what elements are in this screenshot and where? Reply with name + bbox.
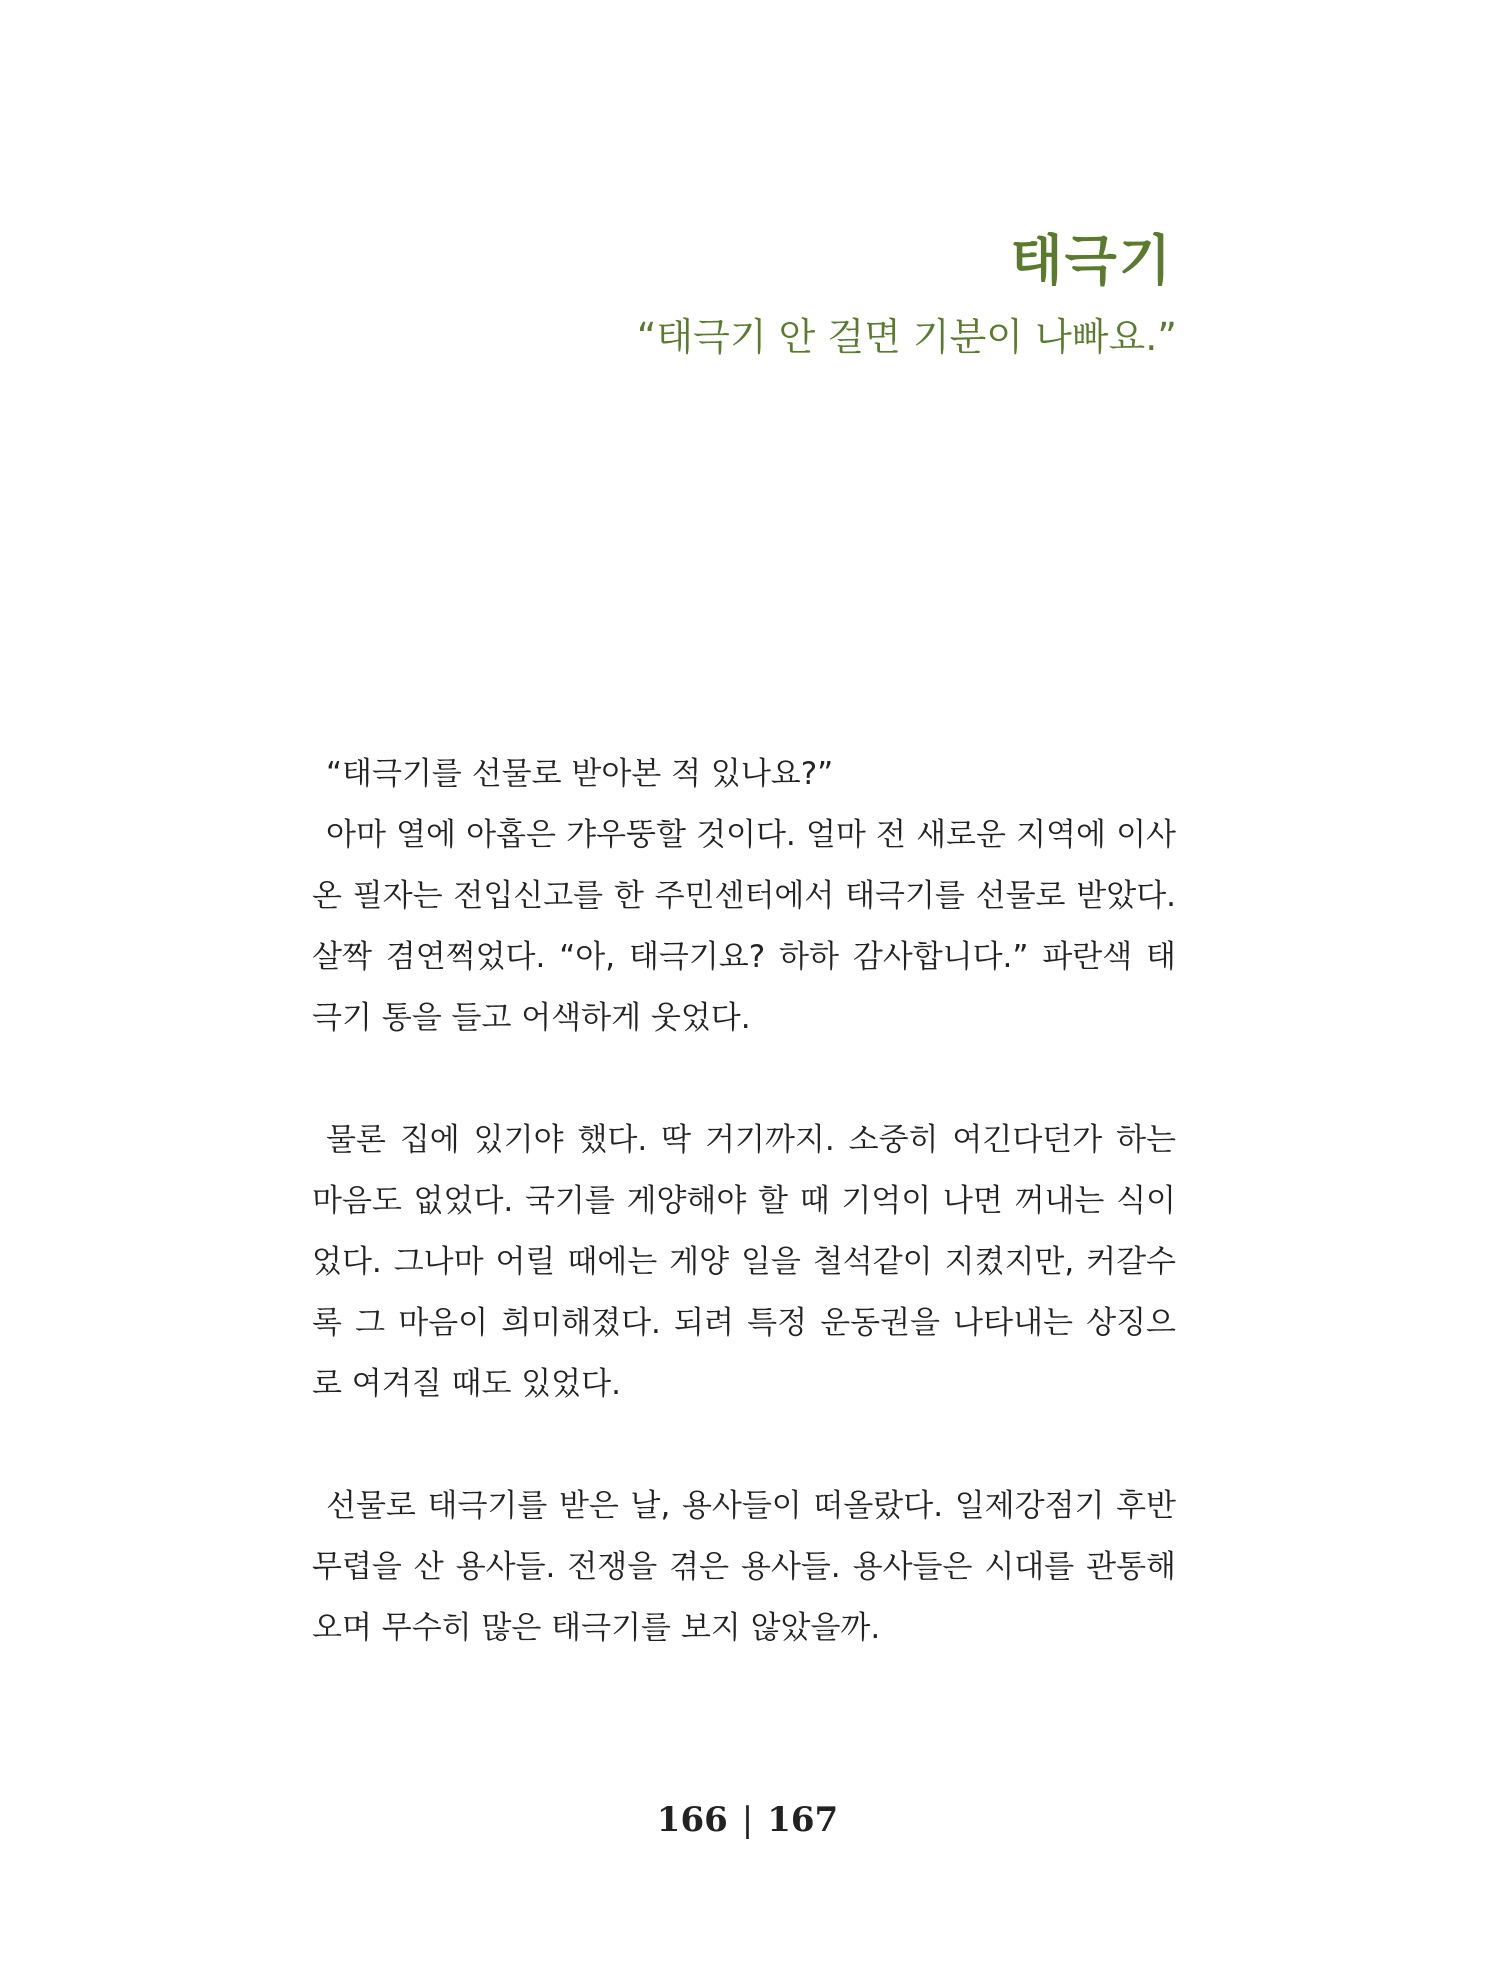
chapter-title: 태극기 — [1010, 229, 1173, 292]
page-separator: | — [741, 1800, 754, 1840]
page-number-right: 167 — [767, 1800, 839, 1840]
page-number-left: 166 — [656, 1800, 728, 1840]
paragraph-2: 물론 집에 있기야 했다. 딱 거기까지. 소중히 여긴다던가 하는 마음도 없었다. 국기를 게양해야 할 때 기억이 나면 꺼내는 식이었다. 그나마 어릴 때에는 게양 일을 철석같이 지켰지만, 커갈수록 그 마음이 희미해졌다. 되려 특정 운동권을 나타내는 상징으로 여겨질 때도 있었다. — [312, 1122, 1176, 1402]
body-text — [312, 744, 1176, 1659]
page-numbers — [0, 1800, 1495, 1840]
opening-quote: “태극기를 선물로 받아본 적 있나요?” — [326, 756, 834, 792]
chapter-subtitle: “태극기 안 걸면 기분이 나빠요.” — [636, 315, 1177, 359]
paragraph-1: 아마 열에 아홉은 갸우뚱할 것이다. 얼마 전 새로운 지역에 이사 온 필자는 전입신고를 한 주민센터에서 태극기를 선물로 받았다. 살짝 겸연쩍었다. “아, 태극기요? 하하 감사합니다.” 파란색 태극기 통을 들고 어색하게 웃었다. — [312, 817, 1176, 1036]
paragraph-3: 선물로 태극기를 받은 날, 용사들이 떠올랐다. 일제강점기 후반 무렵을 산 용사들. 전쟁을 겪은 용사들. 용사들은 시대를 관통해 오며 무수히 많은 태극기를 보지 않았을까. — [312, 1488, 1176, 1646]
